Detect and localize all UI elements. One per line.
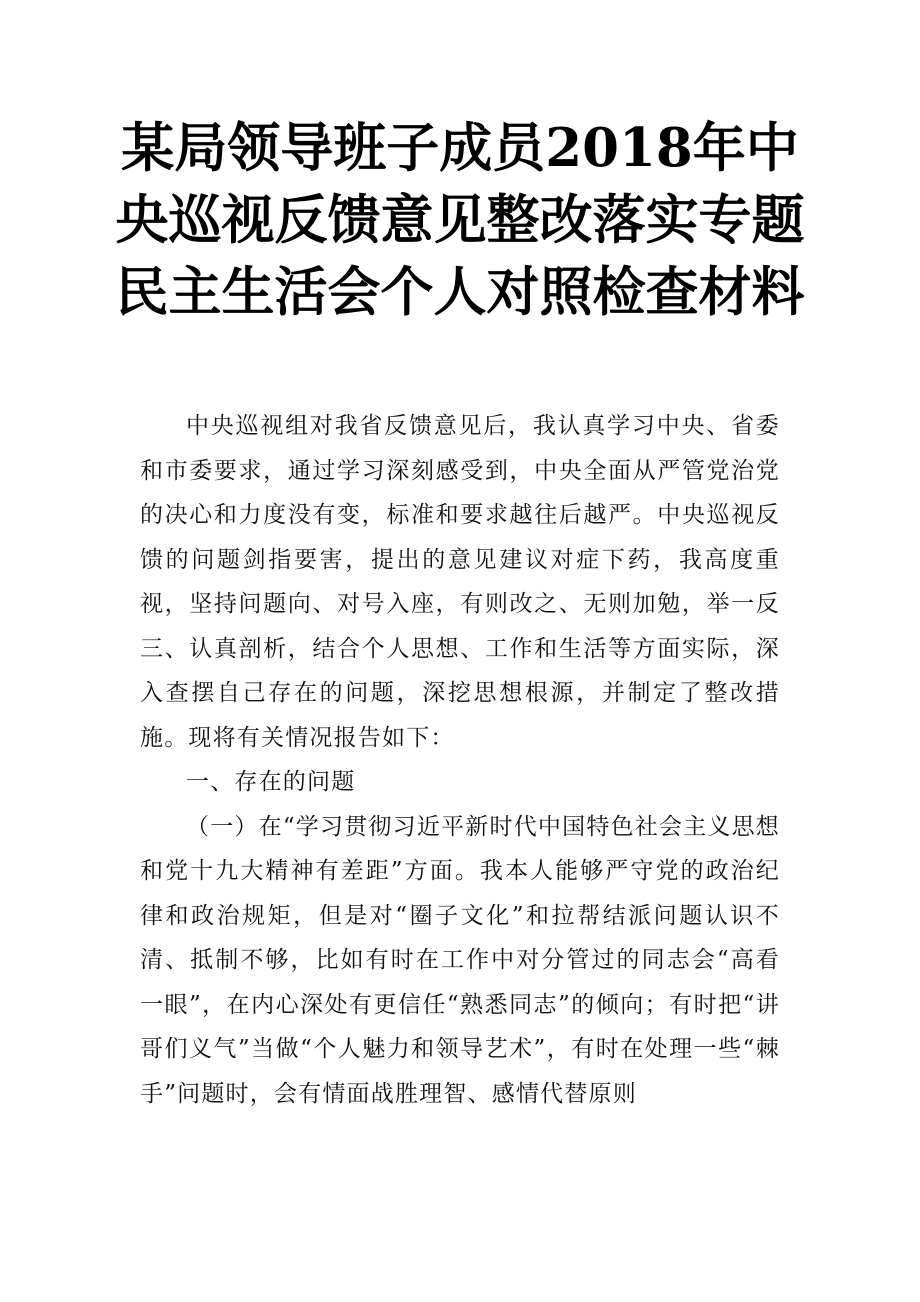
- document-body: [140, 404, 780, 1116]
- intro-paragraph: 中央巡视组对我省反馈意见后，我认真学习中央、省委和市委要求，通过学习深刻感受到，中央全面从严管党治党的决心和力度没有变，标准和要求越往后越严。中央巡视反馈的问题剑指要害，提出的意见建议对症下药，我高度重视，坚持问题向、对号入座，有则改之、无则加勉，举一反三、认真剖析，结合个人思想、工作和生活等方面实际，深入查摆自己存在的问题，深挖思想根源，并制定了整改措施。现将有关情况报告如下：: [140, 413, 780, 751]
- document-title: 某局领导班子成员2018年中央巡视反馈意见整改落实专题民主生活会个人对照检查材料: [115, 117, 805, 323]
- section-heading-problems: 一、存在的问题: [186, 769, 356, 795]
- problem-paragraph-1: （一）在“学习贯彻习近平新时代中国特色社会主义思想和党十九大精神有差距”方面。我本人能够严守党的政治纪律和政治规矩，但是对“圈子文化”和拉帮结派问题认识不清、抵制不够，比如有时在工作中对分管过的同志会“高看一眼”，在内心深处有更信任“熟悉同志”的倾向；有时把“讲哥们义气”当做“个人魅力和领导艺术”，有时在处理一些“棘手”问题时，会有情面战胜理智、感情代替原则: [140, 813, 780, 1107]
